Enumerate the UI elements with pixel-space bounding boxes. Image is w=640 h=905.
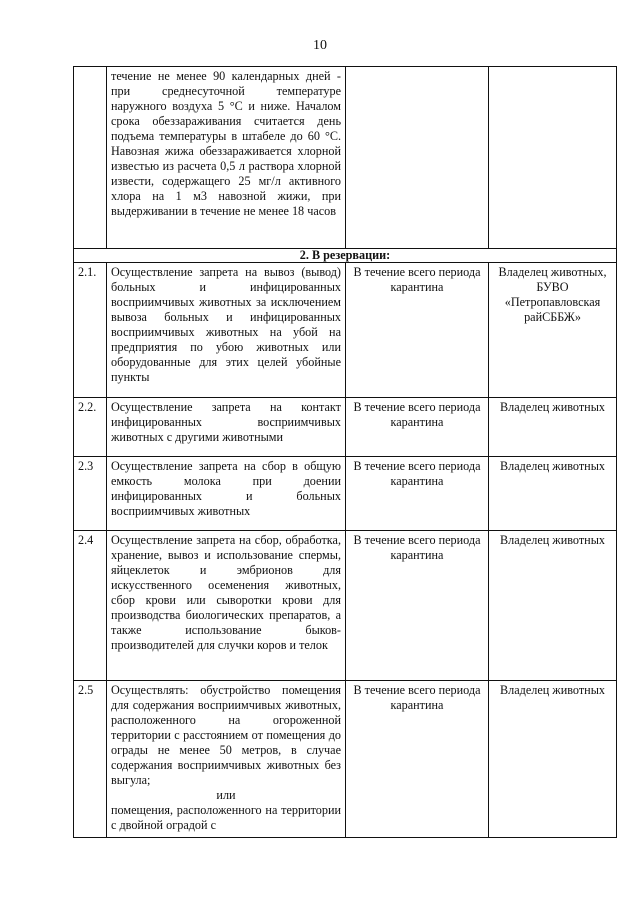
row-number: 2.1. (74, 263, 107, 398)
responsible-text: Владелец животных (489, 457, 617, 531)
section-header-row (74, 249, 617, 263)
section-title: 2. В резервации: (74, 249, 617, 263)
measure-description: течение не менее 90 календарных дней - при среднесуточной температуре наружного воздуха 5 °С и ниже. Началом срока обеззараживания считается день подъема температуры в штабеле до 60 °С. Навозная жижа обеззараживается хлорной известью из расчета 0,5 л раствора хлорной извести, содержащего 25 мг/л активного хлора на 1 м3 навозной жижи, при выдерживании в течение не менее 18 часов (107, 67, 346, 249)
period-text: В течение всего периода карантина (346, 681, 489, 838)
responsible-text: Владелец животных (489, 681, 617, 838)
measure-description-part: помещения, расположенного на территории с двойной оградой с (111, 803, 341, 832)
period-text: В течение всего периода карантина (346, 457, 489, 531)
table-row (74, 263, 617, 398)
measure-description (107, 681, 346, 838)
measure-description: Осуществление запрета на сбор, обработка, хранение, вывоз и использование спермы, яйцеклеток и эмбрионов для искусственного осеменения животных, сбор крови или сыворотки крови для производства биологических препаратов, а также использование быков-производителей для случки коров и телок (107, 531, 346, 681)
table-row (74, 681, 617, 838)
or-connector: или (216, 788, 236, 802)
table-row (74, 398, 617, 457)
responsible-text: Владелец животных (489, 531, 617, 681)
page-number: 10 (313, 38, 327, 53)
measure-description-part: Осуществлять: обустройство помещения для содержания восприимчивых животных, расположенного на огороженной территории с расстоянием от помещения до ограды не менее 50 метров, в случае содержания восприимчивых животных без выгула; (111, 683, 341, 787)
measure-description: Осуществление запрета на контакт инфицированных восприимчивых животных с другими животными (107, 398, 346, 457)
row-number: 2.4 (74, 531, 107, 681)
responsible-cell (489, 67, 617, 249)
period-text: В течение всего периода карантина (346, 398, 489, 457)
table-row (74, 531, 617, 681)
row-number: 2.3 (74, 457, 107, 531)
row-number: 2.5 (74, 681, 107, 838)
table-row (74, 457, 617, 531)
row-number-cell (74, 67, 107, 249)
period-text: В течение всего периода карантина (346, 263, 489, 398)
period-text: В течение всего периода карантина (346, 531, 489, 681)
row-number: 2.2. (74, 398, 107, 457)
measure-description: Осуществление запрета на сбор в общую емкость молока при доении инфицированных и больных восприимчивых животных (107, 457, 346, 531)
table-row-continuation (74, 67, 617, 249)
responsible-text: Владелец животных (489, 398, 617, 457)
quarantine-measures-table (73, 66, 617, 838)
measure-description: Осуществление запрета на вывоз (вывод) больных и инфицированных восприимчивых животных за исключением вывоза больных и инфицированных восприимчивых животных на убой на предприятия по убою животных или оборудованные для этих целей убойные пункты (107, 263, 346, 398)
responsible-text: Владелец животных, БУВО «Петропавловская райСББЖ» (489, 263, 617, 398)
period-cell (346, 67, 489, 249)
